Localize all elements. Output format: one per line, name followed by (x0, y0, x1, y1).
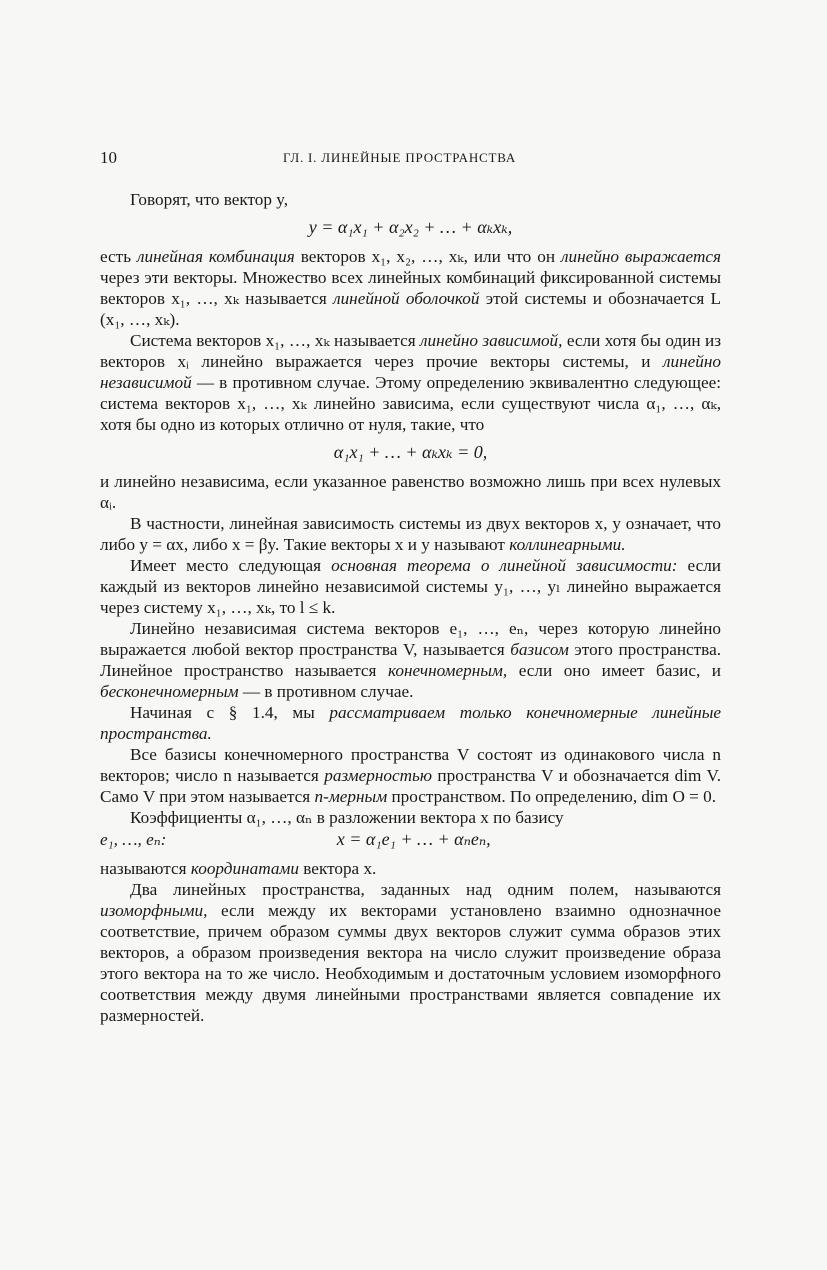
term-linear-span: линейной оболочкой (333, 289, 480, 308)
paragraph-linear-combination-lead (100, 189, 721, 210)
page-body (100, 189, 721, 1026)
text: если хотя бы один из векторов xᵢ линейно выражается через прочие векторы системы, и (100, 331, 721, 371)
text: есть (100, 247, 137, 266)
page-header (100, 148, 720, 172)
text: если между их векторами установлено взаимно однозначное соответствие, причем образом суммы двух векторов служит сумма образов этих векторов, а образом произведения вектора на число служит произведение образа этого вектора на то же число. Необходимым и достаточным условием изоморфного соответствия между двумя линейными пространствами является совпадение их размерностей. (100, 901, 721, 1025)
text: Коэффициенты α₁, …, αₙ в разложении вектора x по базису (130, 808, 564, 827)
term-linearly-expressed: линейно выражается (560, 247, 721, 266)
text: вектора x. (299, 859, 377, 878)
term-finite-dimensional: конечномерным, (387, 661, 508, 680)
paragraph-coordinates-lead (100, 807, 721, 828)
paragraph-finite-only (100, 702, 721, 744)
term-dimension: размерностью (324, 766, 432, 785)
text: Система векторов x₁, …, xₖ называется (130, 331, 421, 350)
running-title: ГЛ. I. ЛИНЕЙНЫЕ ПРОСТРАНСТВА (283, 150, 517, 165)
formula-dependence: α₁x₁ + … + αₖxₖ = 0, (333, 442, 488, 462)
basis-list: e₁, …, eₙ: (100, 830, 167, 849)
text: если каждый из векторов линейно независимой системы y₁, …, yₗ линейно выражается через систему x₁, …, xₖ, то l ≤ k. (100, 556, 721, 617)
text: В частности, линейная зависимость системы из двух векторов x, y означает, что либо y = αx, либо x = βy. Такие векторы x и y называют (100, 514, 721, 554)
text: называются (100, 859, 191, 878)
paragraph-collinear (100, 513, 721, 555)
term-finite-spaces: рассматриваем только конечномерные линейные пространства. (100, 703, 722, 743)
paragraph-linear-independence (100, 471, 721, 513)
term-infinite-dimensional: бесконечномерным (100, 682, 239, 701)
term-n-dimensional: n-мерным (314, 787, 388, 806)
text: Два линейных пространства, заданных над одним полем, называются (130, 880, 721, 899)
term-main-theorem: основная теорема о линейной зависимости: (331, 556, 678, 575)
text: Говорят, что вектор y, (130, 190, 289, 209)
term-coordinates: координатами (190, 859, 299, 878)
text: Начиная с § 1.4, мы (130, 703, 330, 722)
text: Линейно независимая система векторов e₁, …, eₙ, через которую линейно выражается любой вектор пространства V, называется (100, 619, 721, 659)
term-basis: базисом (510, 640, 569, 659)
text: Все базисы конечномерного пространства V состоят из одинакового числа n векторов; число n называется (100, 745, 721, 785)
paragraph-isomorphism (100, 879, 721, 1026)
text: этого пространства. Линейное пространство называется (100, 640, 721, 680)
term-linear-combination: линейная комбинация (137, 247, 295, 266)
text: если оно имеет базис, и (507, 661, 721, 680)
text: векторов x₁, x₂, …, xₖ, или что он (294, 247, 561, 266)
paragraph-main-theorem (100, 555, 721, 618)
coordinates-formula-row (100, 828, 721, 850)
text: и линейно независима, если указанное равенство возможно лишь при всех нулевых αᵢ. (100, 472, 721, 512)
text: — в противном случае. Этому определению эквивалентно следующее: система векторов x₁, …, xₖ линейно зависима, если существуют числа α₁, …, αₖ, хотя бы одно из которых отлично от нуля, такие, что (100, 373, 721, 434)
text: — в противном случае. (238, 682, 414, 701)
text: этой системы и обозначается L (x₁, …, xₖ). (100, 289, 721, 329)
text: пространством. По определению, dim O = 0. (387, 787, 717, 806)
paragraph-basis (100, 618, 721, 702)
text: пространства V и обозначается dim V. Само V при этом называется (100, 766, 721, 806)
paragraph-linear-combination (100, 246, 721, 330)
term-collinear: коллинеарными. (509, 535, 626, 554)
formula-linear-combination: y = α₁x₁ + α₂x₂ + … + αₖxₖ, (308, 217, 513, 237)
text: Имеет место следующая (130, 556, 332, 575)
paragraph-coordinates (100, 858, 721, 879)
term-linearly-independent: линейно независимой (100, 352, 721, 392)
paragraph-linear-dependence (100, 330, 721, 435)
paragraph-dimension (100, 744, 721, 807)
formula-coordinates: x = α₁e₁ + … + αₙeₙ, (336, 829, 491, 849)
term-linearly-dependent: линейно зависимой, (420, 331, 563, 350)
text: через эти векторы. Множество всех линейных комбинаций фиксированной системы векторов x₁, …, xₖ называется (100, 268, 721, 308)
term-isomorphic: изоморфными, (100, 901, 208, 920)
page-number: 10 (100, 148, 117, 167)
